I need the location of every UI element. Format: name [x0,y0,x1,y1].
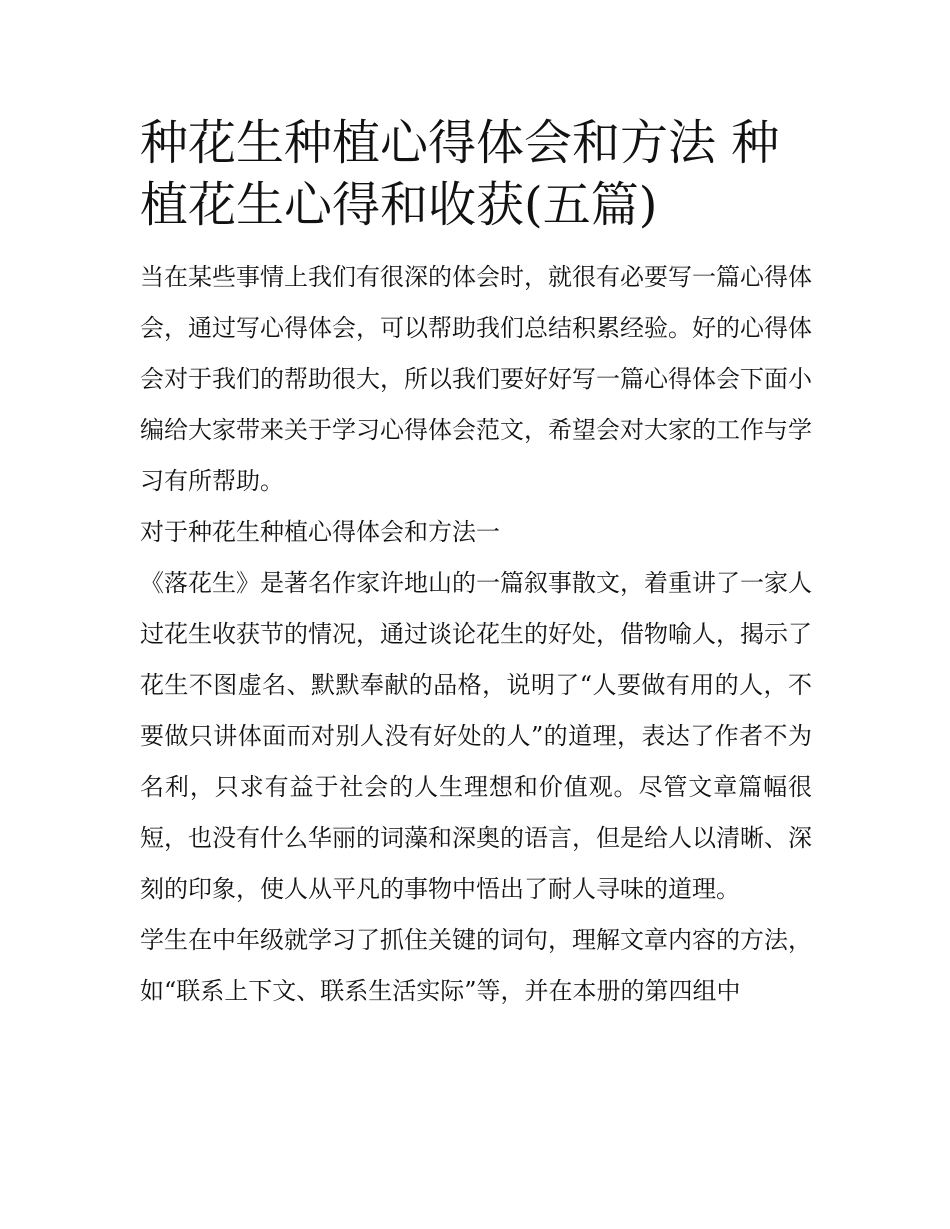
body-paragraph-continued: 学生在中年级就学习了抓住关键的词句，理解文章内容的方法，如“联系上下文、联系生活实际”等，并在本册的第四组中 [140,926,812,1005]
document-title: 种花生种植心得体会和方法 种植花生心得和收获(五篇) [140,115,780,233]
intro-paragraph: 当在某些事情上我们有很深的体会时，就很有必要写一篇心得体会，通过写心得体会，可以帮助我们总结积累经验。好的心得体会对于我们的帮助很大，所以我们要好好写一篇心得体会下面小编给大家带来关于学习心得体会范文，希望会对大家的工作与学习有所帮助。 [140,263,812,495]
body-paragraph: 《落花生》是著名作家许地山的一篇叙事散文，着重讲了一家人过花生收获节的情况，通过谈论花生的好处，借物喻人，揭示了花生不图虚名、默默奉献的品格，说明了“人要做有用的人，不要做只讲体面而对别人没有好处的人”的道理，表达了作者不为名利，只求有益于社会的人生理想和价值观。尽管文章篇幅很短，也没有什么华丽的词藻和深奥的语言，但是给人以清晰、深刻的印象，使人从平凡的事物中悟出了耐人寻味的道理。 [140,569,812,903]
section-heading: 对于种花生种植心得体会和方法一 [140,518,500,546]
document-page [140,112,812,1017]
